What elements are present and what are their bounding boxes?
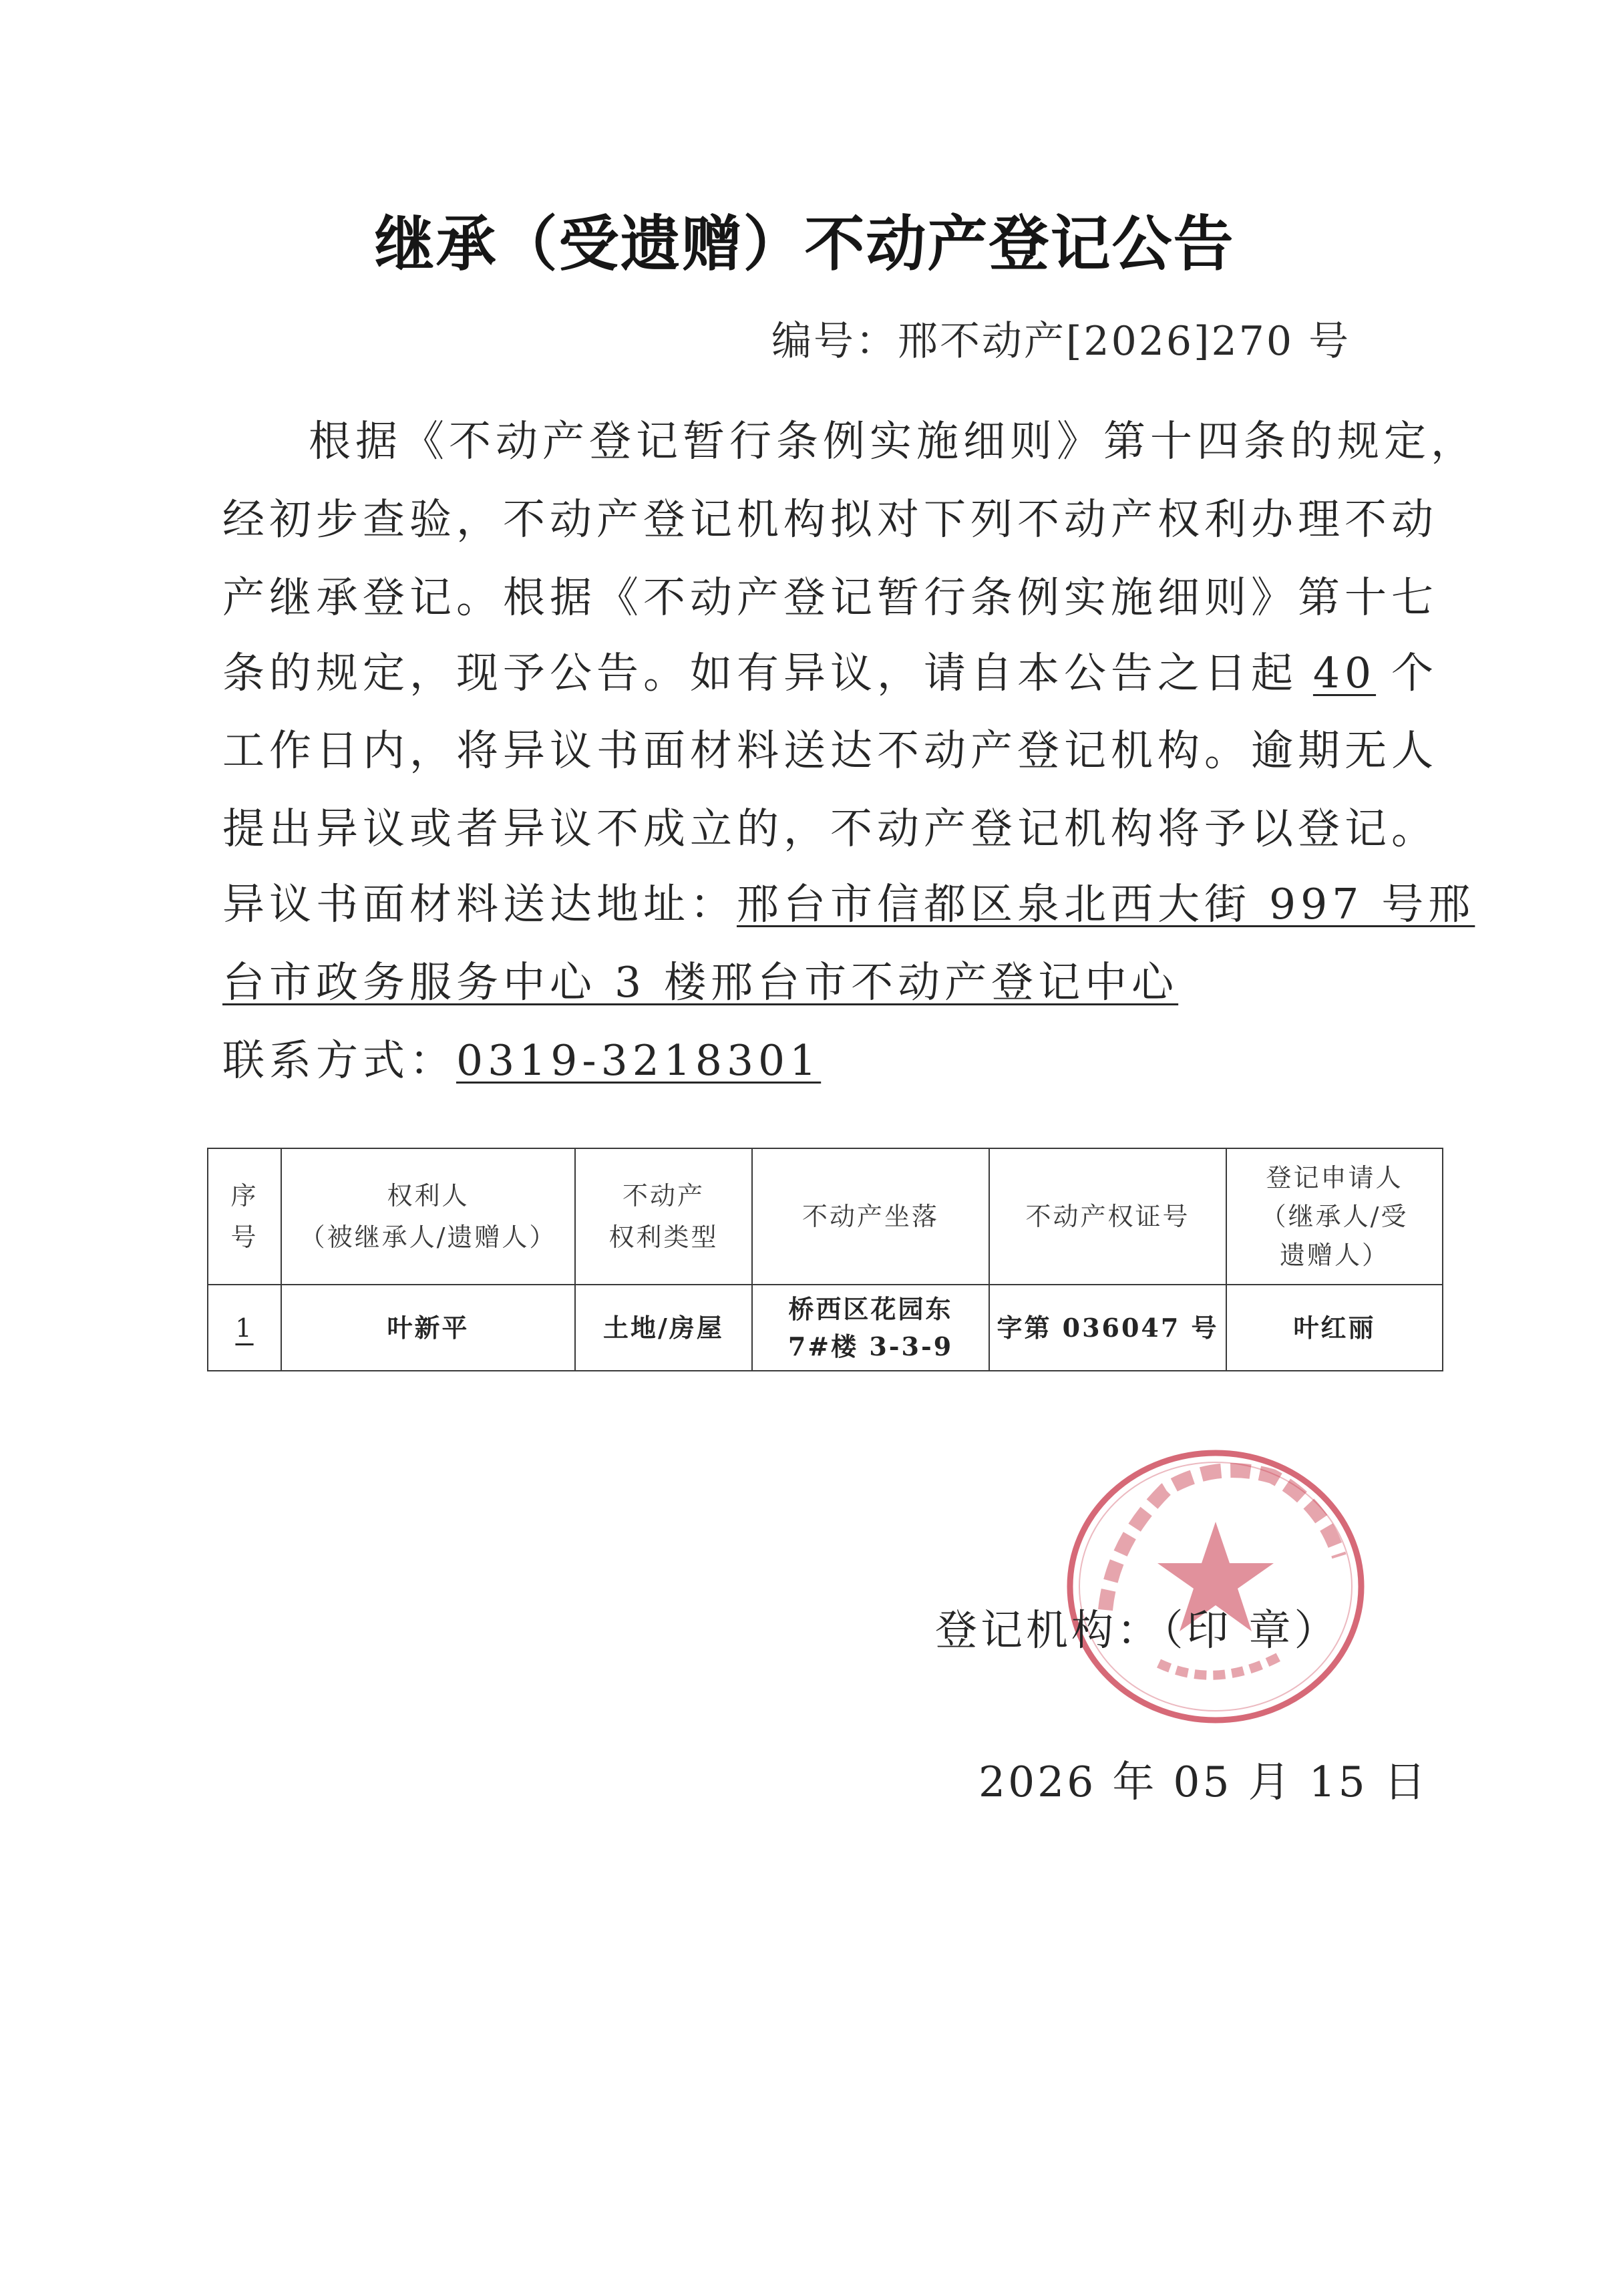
body-line-7 <box>222 870 1475 931</box>
body-line-1: 根据《不动产登记暂行条例实施细则》第十四条的规定， <box>309 417 1477 466</box>
address-part-2: 台市政务服务中心 3 楼邢台市不动产登记中心 <box>222 958 1179 1007</box>
header-applicant: 登记申请人 （继承人/受 遗赠人） <box>1226 1148 1443 1285</box>
body-line-8 <box>222 949 1178 1009</box>
contact-phone: 0319-3218301 <box>456 1036 822 1085</box>
registration-table <box>207 1148 1443 1371</box>
contact-label: 联系方式： <box>222 1036 456 1085</box>
header-type: 不动产 权利类型 <box>575 1148 752 1285</box>
table-row <box>208 1285 1443 1371</box>
cell-applicant: 叶红丽 <box>1226 1285 1443 1371</box>
document-number: 编号：邢不动产[2026]270 号 <box>771 318 1351 365</box>
cell-seq-value: 1 <box>235 1313 254 1343</box>
cell-owner: 叶新平 <box>281 1285 575 1371</box>
objection-period-days: 40 <box>1312 649 1377 697</box>
body-line-2: 经初步查验，不动产登记机构拟对下列不动产权利办理不动 <box>222 495 1438 544</box>
body-line-6: 提出异议或者异议不成立的，不动产登记机构将予以登记。 <box>222 804 1438 853</box>
body-line-4-text: 条的规定，现予公告。如有异议，请自本公告之日起 <box>222 649 1298 697</box>
header-cert: 不动产权证号 <box>989 1148 1226 1285</box>
cell-type: 土地/房屋 <box>575 1285 752 1371</box>
address-label: 异议书面材料送达地址： <box>222 880 737 929</box>
table-header-row <box>208 1148 1443 1285</box>
header-location: 不动产坐落 <box>752 1148 989 1285</box>
body-line-5: 工作日内，将异议书面材料送达不动产登记机构。逾期无人 <box>222 726 1438 775</box>
cell-location: 桥西区花园东 7#楼 3-3-9 <box>752 1285 989 1371</box>
page-title: 继承（受遗赠）不动产登记公告 <box>374 209 1235 279</box>
cell-cert: 字第 036047 号 <box>989 1285 1226 1371</box>
seal-label: 登记机构：（印 章） <box>935 1606 1340 1655</box>
body-line-3: 产继承登记。根据《不动产登记暂行条例实施细则》第十七 <box>222 573 1438 622</box>
cell-seq <box>208 1285 281 1371</box>
body-line-4-suffix: 个 <box>1391 649 1438 697</box>
contact-line <box>222 1027 821 1088</box>
address-part-1: 邢台市信都区泉北西大街 997 号邢 <box>737 880 1475 929</box>
body-line-4 <box>222 639 1438 700</box>
header-owner: 权利人 （被继承人/遗赠人） <box>281 1148 575 1285</box>
official-seal-stamp <box>1059 1443 1373 1730</box>
issue-date: 2026 年 05 月 15 日 <box>978 1758 1429 1806</box>
header-seq: 序 号 <box>208 1148 281 1285</box>
